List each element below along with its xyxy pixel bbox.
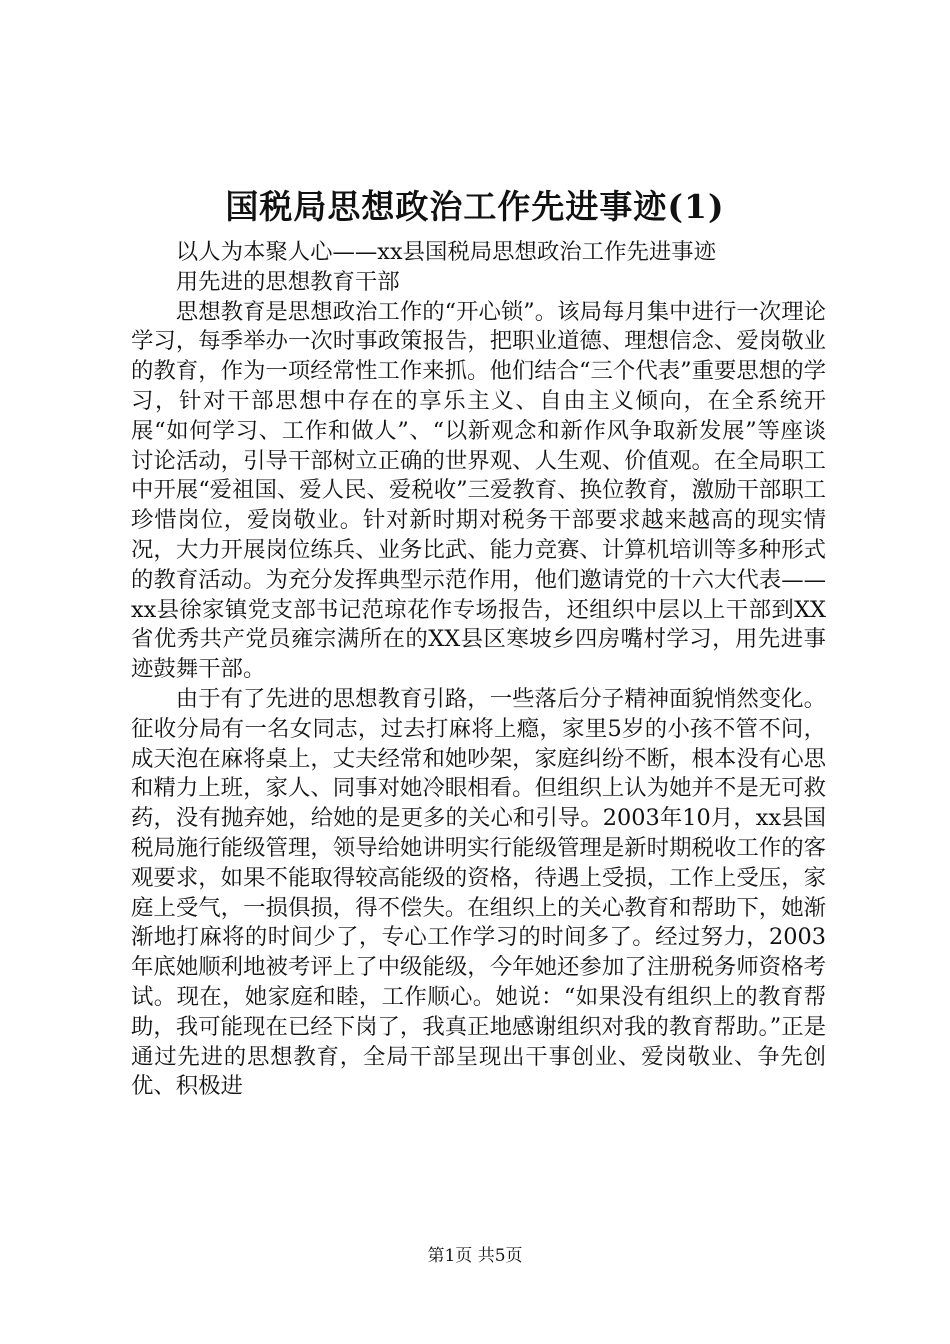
page-footer: 第1页 共5页 [427, 1246, 523, 1266]
body-paragraph-2: 由于有了先进的思想教育引路，一些落后分子精神面貌悄然变化。征收分局有一名女同志，过去打麻将上瘾，家里5岁的小孩不管不问，成天泡在麻将桌上，丈夫经常和她吵架，家庭纠纷不断，根本没有心思和精力上班，家人、同事对她冷眼相看。但组织上认为她并不是无可救药，没有抛弃她，给她的是更多的关心和引导。2003年10月，xx县国税局施行能级管理，领导给她讲明实行能级管理是新时期税收工作的客观要求，如果不能取得较高能级的资格，待遇上受损，工作上受压，家庭上受气，一损俱损，得不偿失。在组织上的关心教育和帮助下，她渐渐地打麻将的时间少了，专心工作学习的时间多了。经过努力，2003年底她顺利地被考评上了中级能级，今年她还参加了注册税务师资格考试。现在，她家庭和睦，工作顺心。她说：“如果没有组织上的教育帮助，我可能现在已经下岗了，我真正地感谢组织对我的教育帮助。”正是通过先进的思想教育，全局干部呈现出干事创业、爱岗敬业、争先创优、积极进 [131, 685, 826, 1100]
subtitle-line: 以人为本聚人心——xx县国税局思想政治工作先进事迹 [175, 239, 717, 265]
document-title: 国税局思想政治工作先进事迹(1) [225, 187, 725, 226]
section-heading: 用先进的思想教育干部 [175, 268, 400, 295]
document-body [131, 238, 826, 1102]
body-paragraph-1: 思想教育是思想政治工作的“开心锁”。该局每月集中进行一次理论学习，每季举办一次时事政策报告，把职业道德、理想信念、爱岗敬业的教育，作为一项经常性工作来抓。他们结合“三个代表”重要思想的学习，针对干部思想中存在的享乐主义、自由主义倾向，在全系统开展“如何学习、工作和做人”、“以新观念和新作风争取新发展”等座谈讨论活动，引导干部树立正确的世界观、人生观、价值观。在全局职工中开展“爱祖国、爱人民、爱税收”三爱教育、换位教育，激励干部职工珍惜岗位，爱岗敬业。针对新时期对税务干部要求越来越高的现实情况，大力开展岗位练兵、业务比武、能力竞赛、计算机培训等多种形式的教育活动。为充分发挥典型示范作用，他们邀请党的十六大代表——xx县徐家镇党支部书记范琼花作专场报告，还组织中层以上干部到XX省优秀共产党员雍宗满所在的XX县区寒坡乡四房嘴村学习，用先进事迹鼓舞干部。 [131, 298, 826, 683]
